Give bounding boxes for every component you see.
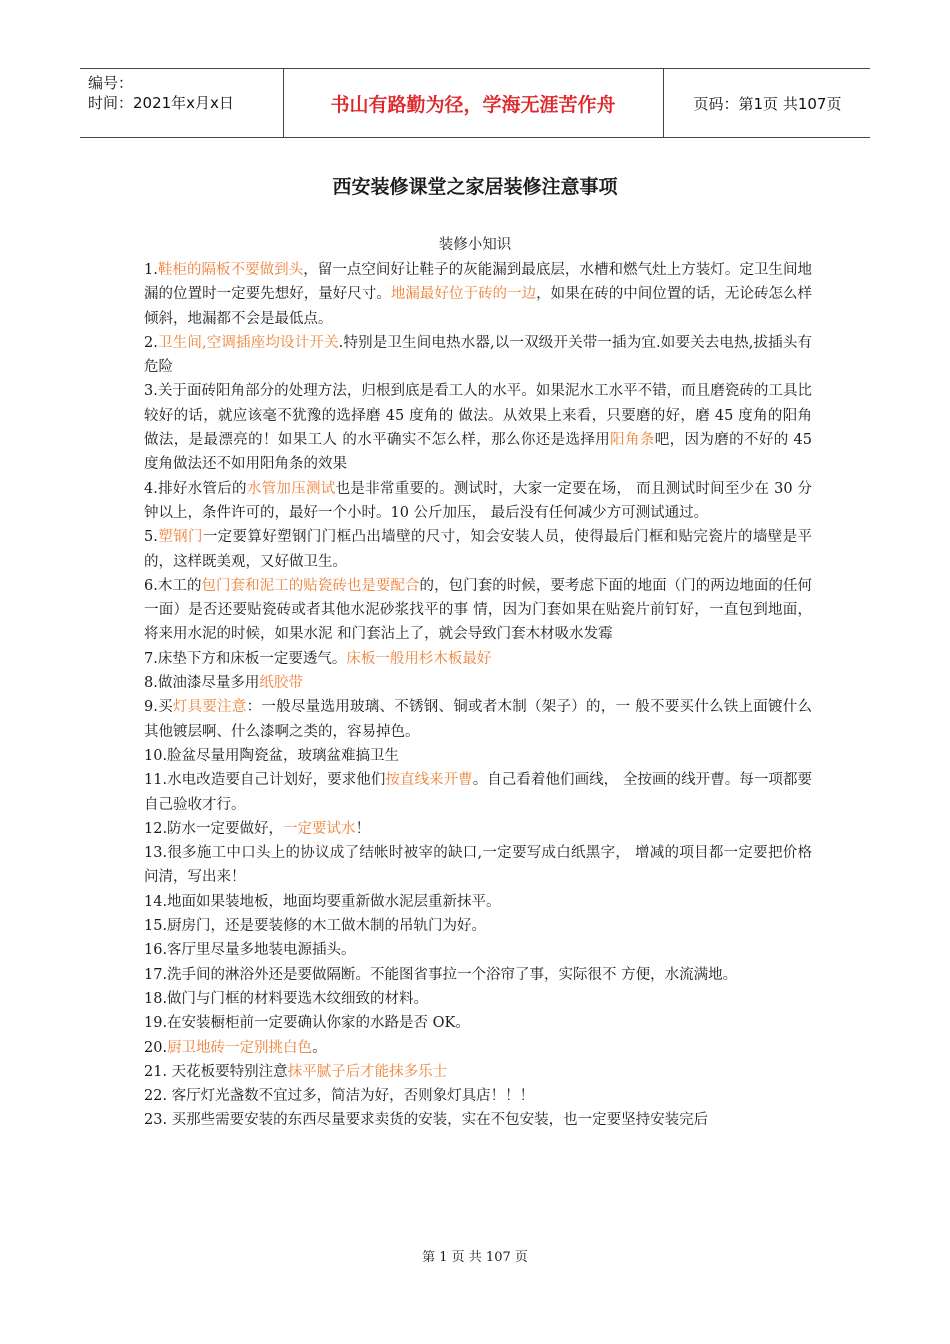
tip-text: 20. <box>144 1039 168 1056</box>
tip-item <box>144 744 812 768</box>
tip-item <box>144 477 812 526</box>
page-footer: 第 1 页 共 107 页 <box>422 1250 528 1265</box>
tip-text: 19.在安装橱柜前一定要确认你家的水路是否 OK。 <box>144 1015 470 1032</box>
tip-highlight: 鞋柜的隔板不要做到头 <box>157 262 304 278</box>
tip-highlight: 塑钢门 <box>157 529 203 546</box>
tip-text: 也是非常重要的。测试时，大家一定要在场， 而且测试时间至少在 30 分钟以上，条件许可的，最好一个小时。10 公斤加压， 最后没有任何减少方可测试通过。 <box>144 480 812 521</box>
tip-highlight: 地漏最好位于砖的一边 <box>390 286 537 303</box>
tip-text: 11.水电改造要自己计划好，要求他们 <box>144 772 386 789</box>
tip-item <box>144 671 812 695</box>
tip-highlight: 抹平腻子后才能抹多乐士 <box>287 1063 448 1080</box>
tip-text: 的，包门套的时候，要考虑下面的地面（门的两边地面的任何一面）是否还要贴瓷砖或者其他水泥砂浆找平的事 情，因为门套如果在贴瓷片前钉好，一直包到地面，将来用水泥的时候，如果水泥 和门套沾上了，就会导致门套木材吸水发霉 <box>144 577 813 643</box>
tip-highlight: 水管加压测试 <box>246 480 336 497</box>
tip-text: 13.很多施工中口头上的协议成了结帐时被宰的缺口,一定要写成白纸黑字， 增减的项目都一定要把价格问清，写出来！ <box>144 845 812 886</box>
tip-text: 6.木工的 <box>144 577 202 594</box>
number-label: 编号： <box>88 74 134 92</box>
tip-text: 9.买 <box>144 699 173 716</box>
tip-item <box>144 1108 812 1132</box>
tip-item <box>144 331 812 380</box>
tip-highlight: 厨卫地砖一定别挑白色 <box>167 1039 313 1056</box>
tip-text: 14.地面如果装地板，地面均要重新做水泥层重新抹平。 <box>144 893 501 910</box>
tip-item <box>144 574 812 647</box>
date-label: 时间：2021年x月x日 <box>88 94 234 112</box>
header-table <box>80 68 870 138</box>
tip-text: 吧，因为磨的不好的 45 度角做法还不如用阳角条的效果 <box>144 432 813 473</box>
tip-text: 。自己看着他们画线， 全按画的线开曹。每一项都要自己验收才行。 <box>144 772 813 813</box>
tip-item <box>144 963 812 987</box>
tip-text: .特别是卫生间电热水器,以一双级开关带一插为宜.如要关去电热,拔插头有危险 <box>144 334 812 376</box>
tip-item <box>144 1060 812 1084</box>
tip-item <box>144 987 812 1011</box>
tip-text: 3.关于面砖阳角部分的处理方法，归根到底是看工人的水平。如果泥水工水平不错，而且磨瓷砖的工具比较好的话，就应该毫不犹豫的选择磨 45 度角的 做法。从效果上来看，只要磨的好，磨 45 度角的阳角做法，是最漂亮的！如果工人 的水平确实不怎么样，那么你还是选择用 <box>144 383 812 449</box>
document-title: 西安装修课堂之家居装修注意事项 <box>332 176 618 198</box>
tip-text: 5. <box>144 529 158 546</box>
tip-text: 10.脸盆尽量用陶瓷盆，玻璃盆难搞卫生 <box>144 747 400 764</box>
header-divider <box>663 69 664 137</box>
tip-text: ：一般尽量选用玻璃、不锈钢、铜或者木制（架子）的，一 般不要买什么铁上面镀什么其他镀层啊、什么漆啊之类的，容易掉色。 <box>144 699 813 740</box>
tip-text: ，如果在砖的中间位置的话，无论砖怎么样倾斜，地漏都不会是最低点。 <box>144 286 813 327</box>
tip-highlight: 一定要试水 <box>283 820 356 837</box>
header-meta <box>88 73 234 113</box>
tip-item <box>144 525 812 574</box>
tip-text: ，留一点空间好让鞋子的灰能漏到最底层，水槽和燃气灶上方装灯。定卫生间地漏的位置时一定要先想好，量好尺寸。 <box>144 262 812 303</box>
tip-item <box>144 914 812 938</box>
tip-text: 4.排好水管后的 <box>144 480 247 497</box>
tip-highlight: 包门套和泥工的贴瓷砖也是要配合 <box>201 577 420 594</box>
tip-item <box>144 258 812 331</box>
tip-item <box>144 1084 812 1108</box>
tip-item <box>144 379 812 476</box>
tip-text: 18.做门与门框的材料要选木纹细致的材料。 <box>144 990 429 1007</box>
tip-item <box>144 695 812 744</box>
tip-highlight: 卫生间,空调插座均设计开关 <box>157 334 339 351</box>
tip-item <box>144 768 812 817</box>
tip-item <box>144 938 812 962</box>
tip-text: 15.厨房门，还是要装修的木工做木制的吊轨门为好。 <box>144 918 487 935</box>
tip-text: 21. 天花板要特别注意 <box>144 1063 288 1080</box>
tip-item <box>144 841 812 890</box>
tip-text: ！ <box>355 820 371 837</box>
tip-text: 7.床垫下方和床板一定要透气。 <box>144 650 347 667</box>
tip-text: 一定要算好塑钢门门框凸出墙壁的尺寸，知会安装人员，使得最后门框和贴完瓷片的墙壁是平的，这样既美观，又好做卫生。 <box>144 529 812 570</box>
tip-highlight: 床板一般用杉木板最好 <box>346 650 492 667</box>
tip-highlight: 按直线来开曹 <box>385 772 473 789</box>
tip-text: 23. 买那些需要安装的东西尽量要求卖货的安装，实在不包安装，也一定要坚持安装完后 <box>144 1112 709 1129</box>
tip-item <box>144 817 812 841</box>
tip-item <box>144 890 812 914</box>
tip-highlight: 纸胶带 <box>259 675 303 692</box>
tip-item <box>144 647 812 671</box>
tip-text: 8.做油漆尽量多用 <box>144 675 260 692</box>
tip-text: 1. <box>144 262 158 278</box>
tip-item <box>144 1011 812 1035</box>
tip-text: 22. 客厅灯光盏数不宜过多，简洁为好，否则象灯具店！！！ <box>144 1088 535 1105</box>
tip-text: 2. <box>144 334 158 351</box>
tips-list <box>144 258 812 1133</box>
tip-text: 。 <box>312 1039 327 1056</box>
tip-text: 12.防水一定要做好， <box>144 820 284 837</box>
tip-text: 17.洗手间的淋浴外还是要做隔断。不能图省事拉一个浴帘了事，实际很不 方便，水流满地。 <box>144 966 738 983</box>
tip-highlight: 灯具要注意 <box>172 699 247 716</box>
tip-item <box>144 1036 812 1060</box>
header-page-number: 页码：第1页 共107页 <box>693 94 842 113</box>
tip-text: 16.客厅里尽量多地装电源插头。 <box>144 942 356 959</box>
header-motto: 书山有路勤为径，学海无涯苦作舟 <box>330 93 616 116</box>
tip-highlight: 阳角条 <box>610 432 655 449</box>
section-subtitle: 装修小知识 <box>438 237 512 253</box>
